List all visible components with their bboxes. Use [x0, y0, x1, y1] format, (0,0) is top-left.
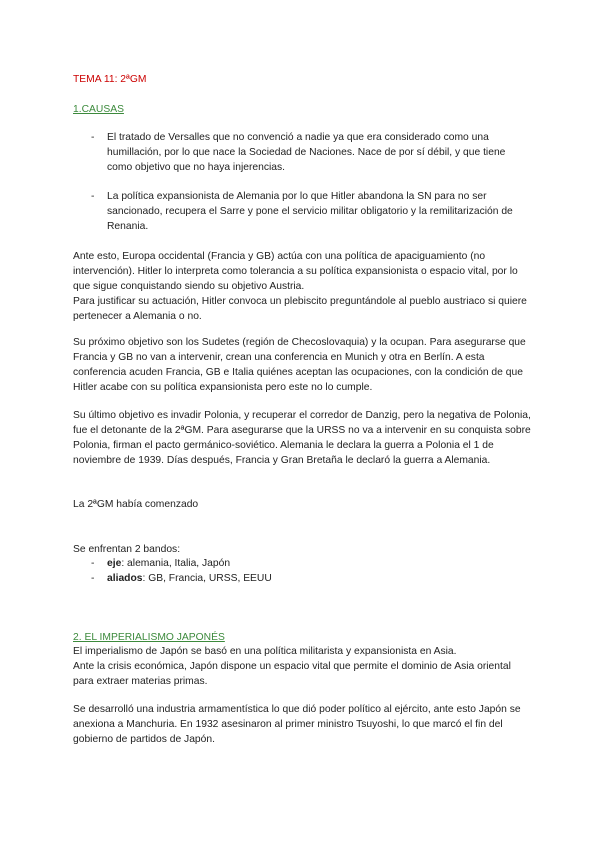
paragraph-war-begun: La 2ªGM había comenzado — [73, 499, 199, 510]
paragraph-sudetes: Su próximo objetivo son los Sudetes (región de Checoslovaquia) y la ocupan. Para asegurarse que Francia y GB no van a intervenir, crean una conferencia en Munich y otra en Berlín. A esta conferencia acuden Francia, GB e Italia quiénes aceptan las ocupaciones, con la condición de que Hitler acabe con su política expansionista pero este no lo cumple. — [73, 337, 526, 393]
paragraph-poland: Su último objetivo es invadir Polonia, y recuperar el corredor de Danzig, pero la negativa de Polonia, fue el detonante de la 2ªGM. Para asegurarse que la URSS no va a intervenir en su conquista sobre Polonia, firman el pacto germánico-soviético. Alemania le declara la guerra a Polonia el 1 de noviembre de 1939. Días después, Francia y Gran Bretaña le declaró la guerra a Alemania. — [73, 410, 531, 466]
section-heading-causas: 1.CAUSAS — [73, 104, 124, 115]
side-label-axis: eje — [107, 558, 122, 569]
page-title: TEMA 11: 2ªGM — [73, 74, 147, 85]
causes-list — [91, 130, 531, 234]
side-members: : GB, Francia, URSS, EEUU — [142, 573, 272, 584]
paragraph-text: Ante la crisis económica, Japón dispone un espacio vital que permite el dominio de Asia oriental para extraer materias primas. — [73, 661, 511, 687]
list-item: - El tratado de Versalles que no convenció a nadie ya que era considerado como una humillación, por lo que nace la Sociedad de Naciones. Nace de por sí débil, y que tiene como objetivo que no haya injerencias. — [91, 130, 531, 175]
paragraph-japan-imperialism — [73, 644, 533, 689]
paragraph-appeasement — [73, 249, 533, 324]
side-members: : alemania, Italia, Japón — [121, 558, 231, 569]
paragraph-text: Para justificar su actuación, Hitler convoca un plebiscito preguntándole al pueblo austriaco si quiere pertenecer a Alemania o no. — [73, 296, 527, 322]
paragraph-japan-industry: Se desarrolló una industria armamentística lo que dió poder político al ejército, ante esto Japón se anexiona a Manchuria. En 1932 asesinaron al primer ministro Tsuyoshi, lo que marcó el fin del gobierno de partidos de Japón. — [73, 704, 521, 745]
side-label-allies: aliados — [107, 573, 143, 584]
list-item: - La política expansionista de Alemania por lo que Hitler abandona la SN para no ser sancionado, recupera el Sarre y pone el servicio militar obligatorio y la remilitarización de Renania. — [91, 189, 531, 234]
paragraph-sides: Se enfrentan 2 bandos: — [73, 544, 181, 555]
list-item — [91, 556, 531, 571]
list-item — [91, 571, 531, 586]
paragraph-text: El imperialismo de Japón se basó en una política militarista y expansionista en Asia. — [73, 646, 457, 657]
sides-list — [91, 556, 531, 586]
paragraph-text: Ante esto, Europa occidental (Francia y GB) actúa con una política de apaciguamiento (no intervención). Hitler lo interpreta como tolerancia a su política expansionista o espacio vital, por lo que sigue conquistando siendo su objetivo Austria. — [73, 251, 518, 292]
section-heading-japan: 2. EL IMPERIALISMO JAPONÉS — [73, 632, 225, 643]
